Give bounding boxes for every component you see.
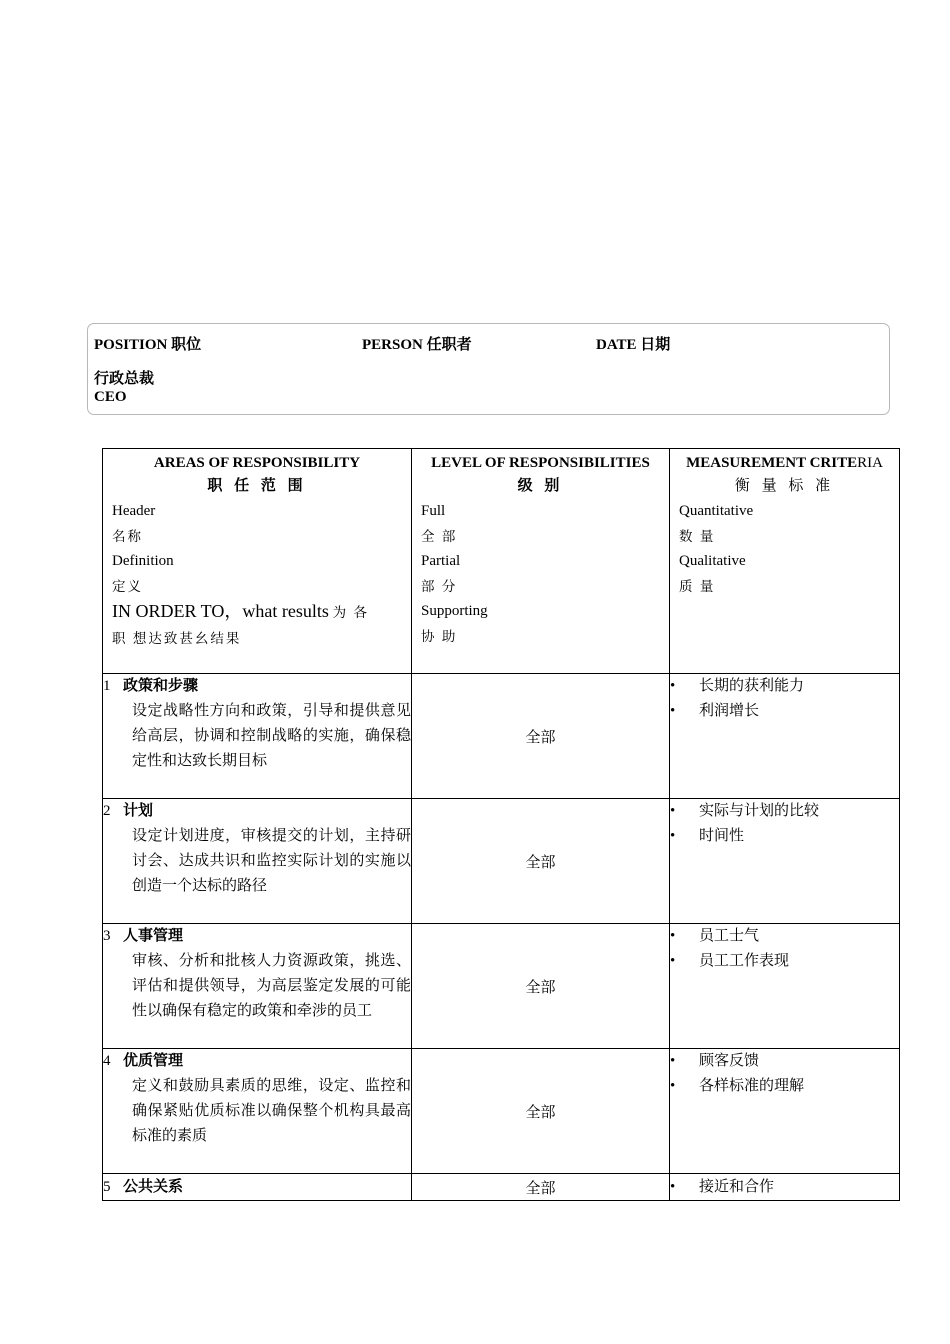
level-cell: 全部 [412, 1049, 670, 1174]
table-row [103, 1174, 900, 1201]
areas-line-zh: 名称 [112, 529, 143, 544]
measure-text: 各样标准的理解 [699, 1078, 805, 1094]
area-cell [103, 1049, 412, 1174]
area-title-text: 政策和步骤 [123, 678, 199, 694]
area-number: 2 [103, 803, 111, 819]
area-number: 4 [103, 1053, 111, 1069]
measure-line-zh: 质 量 [679, 579, 716, 594]
level-line-zh: 部 分 [421, 579, 458, 594]
person-label: PERSON 任职者 [362, 337, 472, 353]
level-line-en: Supporting [421, 603, 488, 619]
area-title [103, 924, 411, 949]
areas-line-en: Header [112, 503, 156, 519]
measure-item [670, 824, 899, 849]
areas-line-en: Definition [112, 553, 174, 569]
measure-cell [670, 1049, 900, 1174]
measure-item [670, 1049, 899, 1074]
table-row [103, 799, 900, 924]
measure-item [670, 699, 899, 724]
measure-text: 员工工作表现 [699, 953, 790, 969]
measure-cell [670, 1174, 900, 1201]
level-header-lines [412, 499, 669, 649]
measure-header-lines [670, 499, 899, 599]
in-order-to-line: IN ORDER TO，what results 为 各 [112, 601, 369, 621]
level-header-cell [412, 449, 670, 674]
in-order-to-zh: 职 想达致甚幺结果 [112, 631, 242, 646]
area-title-text: 人事管理 [123, 928, 184, 944]
measure-text: 员工士气 [699, 928, 760, 944]
area-cell [103, 1174, 412, 1201]
level-line-zh: 协 助 [421, 629, 458, 644]
bullet-icon: • [670, 1179, 676, 1195]
area-title-text: 优质管理 [123, 1053, 184, 1069]
measure-item [670, 1175, 899, 1200]
table-body [103, 674, 900, 1201]
area-cell [103, 799, 412, 924]
measure-item [670, 949, 899, 974]
level-cell: 全部 [412, 799, 670, 924]
measure-text: 时间性 [699, 828, 745, 844]
table-row [103, 1049, 900, 1174]
position-info-box [87, 323, 890, 415]
area-title [103, 674, 411, 699]
measure-title-en: MEASUREMENT CRITERIA [686, 455, 883, 471]
measure-cell [670, 924, 900, 1049]
level-line-zh: 全 部 [421, 529, 458, 544]
table-row [103, 674, 900, 799]
area-description: 设定战略性方向和政策，引导和提供意见给高层，协调和控制战略的实施，确保稳定性和达致长期目标 [132, 703, 411, 769]
table-header-row [103, 449, 900, 674]
bullet-icon: • [670, 928, 676, 944]
measure-text: 利润增长 [699, 703, 760, 719]
measure-line-en: Quantitative [679, 503, 754, 519]
bullet-icon: • [670, 953, 676, 969]
area-description: 定义和鼓励具素质的思维，设定、监控和确保紧贴优质标准以确保整个机构具最高标准的素质 [132, 1078, 411, 1144]
measure-text: 顾客反馈 [699, 1053, 760, 1069]
measure-line-zh: 数 量 [679, 529, 716, 544]
area-description: 设定计划进度，审核提交的计划，主持研讨会、达成共识和监控实际计划的实施以创造一个达标的路径 [132, 828, 411, 894]
level-line-en: Full [421, 503, 446, 519]
level-title-en: LEVEL OF RESPONSIBILITIES [431, 455, 650, 471]
measure-text: 接近和合作 [699, 1179, 775, 1195]
area-number: 1 [103, 678, 111, 694]
measure-line-en: Qualitative [679, 553, 746, 569]
measure-item [670, 799, 899, 824]
position-label: POSITION 职位 [94, 337, 202, 353]
area-description: 审核、分析和批核人力资源政策，挑选、评估和提供领导，为高层鉴定发展的可能性以确保有稳定的政策和牵涉的员工 [132, 953, 411, 1019]
area-title-text: 公共关系 [123, 1179, 184, 1195]
area-title [103, 799, 411, 824]
measure-text: 实际与计划的比较 [699, 803, 820, 819]
area-title [103, 1175, 411, 1200]
area-cell [103, 924, 412, 1049]
area-number: 3 [103, 928, 111, 944]
areas-title-en: AREAS OF RESPONSIBILITY [153, 455, 361, 471]
areas-header-cell [103, 449, 412, 674]
measure-cell [670, 674, 900, 799]
position-value-en: CEO [94, 389, 127, 405]
areas-header-lines [103, 499, 411, 599]
bullet-icon: • [670, 828, 676, 844]
table-row [103, 924, 900, 1049]
area-title-text: 计划 [123, 803, 154, 819]
areas-line-zh: 定义 [112, 579, 143, 594]
measure-cell [670, 799, 900, 924]
measure-item [670, 924, 899, 949]
area-title [103, 1049, 411, 1074]
level-cell: 全部 [412, 674, 670, 799]
measure-item [670, 1074, 899, 1099]
measure-item [670, 674, 899, 699]
area-number: 5 [103, 1179, 111, 1195]
measure-text: 长期的获利能力 [699, 678, 805, 694]
bullet-icon: • [670, 1053, 676, 1069]
bullet-icon: • [670, 703, 676, 719]
bullet-icon: • [670, 678, 676, 694]
responsibility-table [102, 448, 900, 1201]
areas-title-zh: 职 任 范 围 [207, 478, 307, 494]
position-value-zh: 行政总裁 [94, 371, 155, 387]
bullet-icon: • [670, 1078, 676, 1094]
level-cell: 全部 [412, 1174, 670, 1201]
level-cell: 全部 [412, 924, 670, 1049]
area-cell [103, 674, 412, 799]
level-title-zh: 级 别 [517, 478, 564, 494]
level-line-en: Partial [421, 553, 461, 569]
date-label: DATE 日期 [596, 337, 671, 353]
measure-header-cell [670, 449, 900, 674]
bullet-icon: • [670, 803, 676, 819]
measure-title-zh: 衡 量 标 准 [734, 478, 835, 494]
